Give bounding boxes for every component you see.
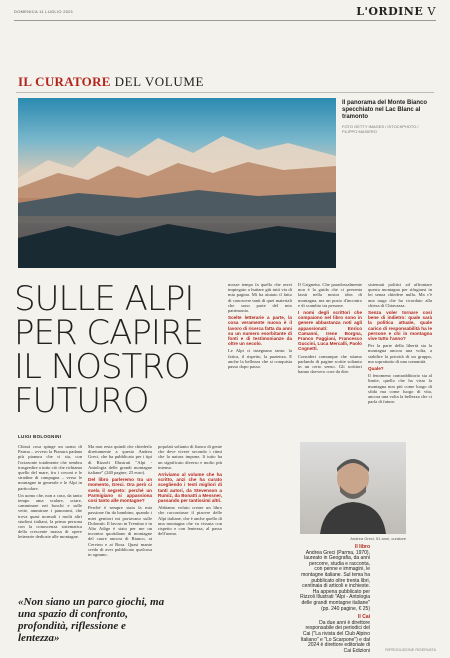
headline-line: IL NOSTRO bbox=[14, 347, 190, 387]
paragraph: sistemati politici ad affrontare questa montagna per rifugiarsi in lei senza chiedere nulla. Ma c'è una targa che ho ricordato alla chiesa di Chiavazza. bbox=[368, 282, 432, 308]
paragraph: Per la parte della libertà sia la montagna ancora una volta, a stabilire la priorità di un gruppo, ma soprattutto di una comunità. bbox=[368, 343, 432, 364]
paragraph: Il fenomeno contraddittorio sta al limite, quello che ha visto la montagna non più come luogo di sfida ma come luogo di vita, ancora una volta la bellezza che ci parla di futuro. bbox=[368, 373, 432, 405]
paragraph: popolati soltanto di fianco di gente che deve vivere secondo i ritmi che la natura impone, lì tutto ha un significato diverso e molto più intenso. bbox=[158, 444, 222, 470]
masthead bbox=[356, 5, 436, 18]
paragraph: Le Alpi ci insegnano tanto: la fatica, il rispetto, la pazienza. E anche la bellezza che si conquista passo dopo passo. bbox=[228, 348, 292, 370]
paragraph: Abbiamo voluto creare un libro che raccontasse il piacere delle Alpi italiane, che è anche quello di una montagna che va vissuta con rispetto e con lentezza, al passo dell'uomo. bbox=[158, 505, 222, 537]
paragraph: Perché è sempre stata la mia passione fin da bambino, quando i miei genitori mi portavano sulle Dolomiti. Il lavoro in Trentino e in Alto Adige è stato per me un incontro quotidiano di montagne del cuore ancora di Bianco, ai Cervino e ai Rosa. Quasi manie credo di aver pubblicato qualcosa in ognuno. bbox=[88, 505, 152, 558]
sidebar-text-cai: Da due anni è direttore responsabile dei periodici del Cai ("La rivista del Club Alpino Italiano" e "Lo Scarpone") e dal 2024 è direttore editoriale di Cai Edizioni bbox=[300, 619, 370, 654]
interview-question: Senza voler tornare così bene di indietro: quale sarà la politica attuale, quale carico di responsabilità ha le persone e chi in montagna vive tutto l'anno? bbox=[368, 310, 432, 342]
paragraph: mosse tempo fa quello che avrei impiegato a buttare giù tutti via di mia pagina. Mi ha aiutato il fatto di conoscere tanti di quei materiali che sono parte del mio patrimonio. bbox=[228, 282, 292, 314]
kicker-rest: DEL VOLUME bbox=[110, 74, 205, 89]
paragraph: Chissà cosa spinge un uomo di Parma – ovvero la Pianura padana più pianura che ci sia, con l'orizzonte totalmente che sembra trasgredire a tutto ciò che richiama quello del mare, fra i covoni e le stradine di campagna – verso le montagne in generale e le Alpi in particolare. bbox=[18, 444, 82, 491]
masthead-title: L'ORDINE bbox=[356, 5, 424, 18]
sidebar-text-book: Andrea Greci (Parma, 1970), laureato in Geografia, da anni percorre, studia e racconta, con penne e immagini, le montagne italiane. Sul tema ha pubblicato oltre trenta libri, centinaia di articoli e inchieste. Ha appena pubblicato per Rizzoli Illustrati "Alpi - Antologia delle grandi montagne italiane" (pp. 240 pagine, € 25) bbox=[300, 549, 370, 612]
photo-caption: Il panorama del Monte Bianco specchiato nel Lac Blanc al tramonto bbox=[342, 100, 428, 120]
author-sidebar bbox=[300, 545, 370, 654]
issue-date: DOMENICA 11 LUGLIO 2021 bbox=[14, 9, 74, 14]
article-column-2 bbox=[88, 444, 152, 559]
headline bbox=[14, 279, 204, 421]
pull-quote: «Non siano un parco giochi, ma una spazio di confronto, profondità, riflessione e lentezza» bbox=[18, 596, 165, 644]
mountain-photo bbox=[18, 98, 336, 268]
byline: LUIGI BOLOGNINI bbox=[18, 434, 62, 439]
article-column-1 bbox=[18, 444, 82, 542]
author-portrait bbox=[300, 442, 406, 534]
paragraph: Consideri comunque che stiamo parlando di pagine scritte soltanto in un certo senso. Gli scrittori hanno davvero cose da dire. bbox=[298, 353, 362, 375]
sidebar-label-cai: Il Cai bbox=[358, 614, 370, 621]
headline-line: PER CAPIRE bbox=[14, 313, 204, 353]
mountain-illustration bbox=[18, 98, 336, 268]
paragraph: Un uomo che, non a caso, da tanto tempo ama scalare, sciare, camminare nei boschi e sulle vette, ammirare i panorami, che trova quasi normali i molti altri studiosi italiani, la prima persona con la conoscenza sistematica della crescente massa di opere letterarie dedicate alle montagne. bbox=[18, 492, 82, 540]
paragraph: Ma non resta quindi che chiederlo direttamente a questo Andrea Greci, che ha pubblicato per i tipi di Rizzoli Illustrati "Alpi - Antologia delle grandi montagne italiane" (240 pagine, 25 euro). bbox=[88, 444, 152, 476]
photo-credit: FOTO GETTY IMAGES / ISTOCKPHOTO / FILIPPO MASIERO bbox=[342, 124, 419, 134]
interview-question: Arriviamo al volume che ha scritto, anzi che ha curato scegliendo i testi migliori di tanti autori, da Stevenson a Rumiz, da Bonatti a Messner, passando per tantissimi altri. bbox=[158, 472, 222, 504]
interview-question: Quale? bbox=[368, 366, 384, 372]
article-column-4 bbox=[228, 282, 292, 371]
page-mark: V bbox=[427, 5, 436, 18]
photo-caption-block bbox=[342, 100, 434, 134]
article-column-6 bbox=[368, 282, 432, 406]
kicker-rule bbox=[16, 92, 434, 93]
headline-line: FUTURO bbox=[14, 381, 149, 421]
headline-line: SULLE ALPI bbox=[14, 279, 194, 319]
portrait-illustration bbox=[300, 442, 406, 534]
interview-question: Del libro parleremo tra un momento, Greci. Ora però ci svela il segreto: perché un Parmigiano si appassiona così tanto alle montagne? bbox=[88, 477, 152, 504]
interview-question: Scelte letterarie a parte, la cosa veramente nuova è il lavoro di ricerca fatta da anni su un numero esorbitante di fonti e di testimonianze da oltre un secolo. bbox=[228, 315, 292, 347]
paragraph: Il Grignetta. Che paradossalmente non è la guida che ci presenta lassù nella nostra idea di montagna, ma un posto d'incontro e di scambio tra persone. bbox=[298, 282, 362, 308]
sidebar-label-book: Il libro bbox=[355, 544, 370, 550]
article-column-5 bbox=[298, 282, 362, 376]
kicker-bold: IL CURATORE bbox=[18, 74, 111, 89]
interview-question: I nomi degli scrittori che compaiono nel libro sono in genere abbastanza noti agli appassionati: Enrico Camanni, Irene Borgna, Franco Faggiani, Francesco Guccini, Luca Mercalli, Paolo Cognetti. bbox=[298, 310, 362, 352]
page-header bbox=[14, 6, 436, 21]
section-kicker bbox=[18, 74, 204, 90]
article-column-3 bbox=[158, 444, 222, 538]
footer-note: RIPRODUZIONE RISERVATA bbox=[385, 648, 436, 652]
portrait-caption: Andrea Greci, 51 anni, curatore bbox=[350, 536, 406, 541]
